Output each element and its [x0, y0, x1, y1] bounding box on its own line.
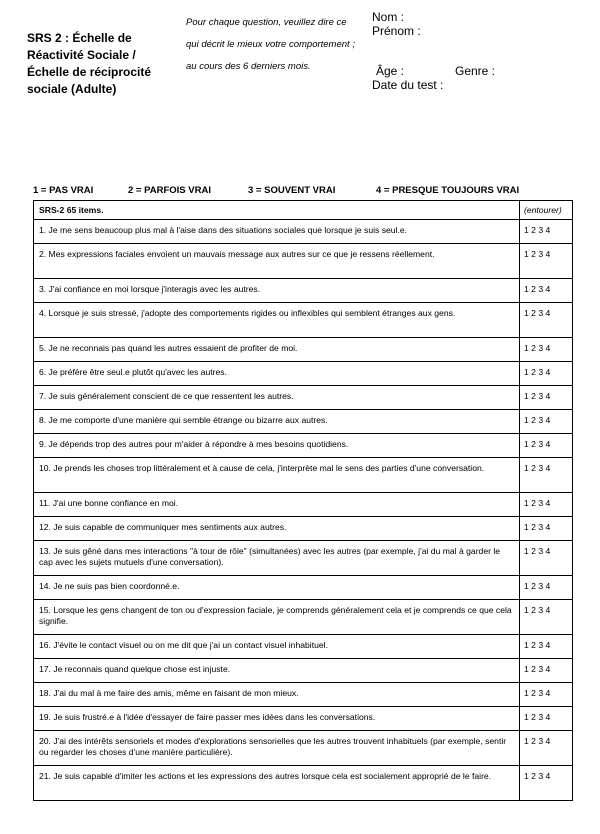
table-row — [34, 683, 573, 707]
item-answer-scale[interactable]: 1 2 3 4 — [520, 338, 573, 362]
item-answer-scale[interactable]: 1 2 3 4 — [520, 303, 573, 338]
item-question: 20. J'ai des intérêts sensoriels et modes d'explorations sensorielles que les autres trouvent inhabituels (par exemple, sentir ou regarder les choses d'une manière particulière). — [34, 731, 520, 766]
instructions-text: Pour chaque question, veuillez dire ce qui décrit le mieux votre comportement ; au cours des 6 derniers mois. — [186, 17, 355, 72]
item-answer-scale[interactable]: 1 2 3 4 — [520, 434, 573, 458]
date-test-field-label: Date du test : — [372, 78, 444, 92]
item-answer-scale[interactable]: 1 2 3 4 — [520, 244, 573, 279]
item-answer-scale[interactable]: 1 2 3 4 — [520, 683, 573, 707]
genre-field-label: Genre : — [455, 64, 496, 78]
table-row — [34, 635, 573, 659]
table-row — [34, 576, 573, 600]
item-answer-scale[interactable]: 1 2 3 4 — [520, 766, 573, 801]
item-question: 12. Je suis capable de communiquer mes sentiments aux autres. — [34, 517, 520, 541]
item-answer-scale[interactable]: 1 2 3 4 — [520, 731, 573, 766]
table-row — [34, 434, 573, 458]
item-answer-scale[interactable]: 1 2 3 4 — [520, 659, 573, 683]
table-row — [34, 707, 573, 731]
legend-option-2: 2 = PARFOIS VRAI — [128, 185, 211, 196]
item-answer-scale[interactable]: 1 2 3 4 — [520, 600, 573, 635]
item-question: 4. Lorsque je suis stressé, j'adopte des comportements rigides ou inflexibles qui semblent étranges aux gens. — [34, 303, 520, 338]
legend-option-4: 4 = PRESQUE TOUJOURS VRAI — [376, 185, 520, 196]
item-question: 11. J'ai une bonne confiance en moi. — [34, 493, 520, 517]
table-row — [34, 362, 573, 386]
item-answer-scale[interactable]: 1 2 3 4 — [520, 410, 573, 434]
item-question: 3. J'ai confiance en moi lorsque j'interagis avec les autres. — [34, 279, 520, 303]
item-answer-scale[interactable]: 1 2 3 4 — [520, 386, 573, 410]
item-answer-scale[interactable]: 1 2 3 4 — [520, 541, 573, 576]
table-header-label: SRS-2 65 items. — [34, 201, 520, 220]
table-row — [34, 279, 573, 303]
item-answer-scale[interactable]: 1 2 3 4 — [520, 279, 573, 303]
item-question: 21. Je suis capable d'imiter les actions et les expressions des autres lorsque cela est socialement approprié de le faire. — [34, 766, 520, 801]
item-question: 2. Mes expressions faciales envoient un mauvais message aux autres sur ce que je ressens réellement. — [34, 244, 520, 279]
item-answer-scale[interactable]: 1 2 3 4 — [520, 576, 573, 600]
legend-option-1: 1 = PAS VRAI — [33, 185, 94, 196]
table-row — [34, 766, 573, 801]
item-answer-scale[interactable]: 1 2 3 4 — [520, 517, 573, 541]
form-title: SRS 2 : Échelle de Réactivité Sociale / Échelle de réciprocité sociale (Adulte) — [27, 31, 152, 96]
item-question: 7. Je suis généralement conscient de ce que ressentent les autres. — [34, 386, 520, 410]
item-question: 14. Je ne suis pas bien coordonné.e. — [34, 576, 520, 600]
item-answer-scale[interactable]: 1 2 3 4 — [520, 362, 573, 386]
item-question: 15. Lorsque les gens changent de ton ou d'expression faciale, je comprends généralement cela et je comprends ce que cela signifie. — [34, 600, 520, 635]
item-question: 19. Je suis frustré.e à l'idée d'essayer de faire passer mes idées dans les conversations. — [34, 707, 520, 731]
table-row — [34, 458, 573, 493]
legend-option-3: 3 = SOUVENT VRAI — [248, 185, 336, 196]
table-row — [34, 244, 573, 279]
item-answer-scale[interactable]: 1 2 3 4 — [520, 458, 573, 493]
table-row — [34, 410, 573, 434]
item-question: 6. Je préfère être seul.e plutôt qu'avec les autres. — [34, 362, 520, 386]
table-row — [34, 338, 573, 362]
item-answer-scale[interactable]: 1 2 3 4 — [520, 220, 573, 244]
item-answer-scale[interactable]: 1 2 3 4 — [520, 493, 573, 517]
table-row — [34, 517, 573, 541]
table-header-scale: (entourer) — [520, 201, 573, 220]
prenom-field-label: Prénom : — [372, 24, 421, 38]
item-question: 13. Je suis gêné dans mes interactions "à tour de rôle" (simultanées) avec les autres (par exemple, j'ai du mal à garder le cap avec les sujets mutuels d'une conversation). — [34, 541, 520, 576]
table-row — [34, 659, 573, 683]
item-answer-scale[interactable]: 1 2 3 4 — [520, 635, 573, 659]
table-row — [34, 600, 573, 635]
item-question: 1. Je me sens beaucoup plus mal à l'aise dans des situations sociales que lorsque je suis seul.e. — [34, 220, 520, 244]
item-question: 16. J'évite le contact visuel ou on me dit que j'ai un contact visuel inhabituel. — [34, 635, 520, 659]
item-question: 8. Je me comporte d'une manière qui semble étrange ou bizarre aux autres. — [34, 410, 520, 434]
table-row — [34, 541, 573, 576]
item-question: 17. Je reconnais quand quelque chose est injuste. — [34, 659, 520, 683]
questionnaire-table — [33, 200, 573, 801]
table-row — [34, 731, 573, 766]
nom-field-label: Nom : — [372, 10, 405, 24]
age-field-label: Âge : — [376, 64, 405, 78]
table-header-row — [34, 201, 573, 220]
item-question: 18. J'ai du mal à me faire des amis, même en faisant de mon mieux. — [34, 683, 520, 707]
table-row — [34, 220, 573, 244]
item-answer-scale[interactable]: 1 2 3 4 — [520, 707, 573, 731]
item-question: 5. Je ne reconnais pas quand les autres essaient de profiter de moi. — [34, 338, 520, 362]
item-question: 9. Je dépends trop des autres pour m'aider à répondre à mes besoins quotidiens. — [34, 434, 520, 458]
table-row — [34, 303, 573, 338]
table-row — [34, 386, 573, 410]
table-row — [34, 493, 573, 517]
item-question: 10. Je prends les choses trop littéralement et à cause de cela, j'interprète mal le sens des parties d'une conversation. — [34, 458, 520, 493]
response-legend — [33, 185, 553, 196]
